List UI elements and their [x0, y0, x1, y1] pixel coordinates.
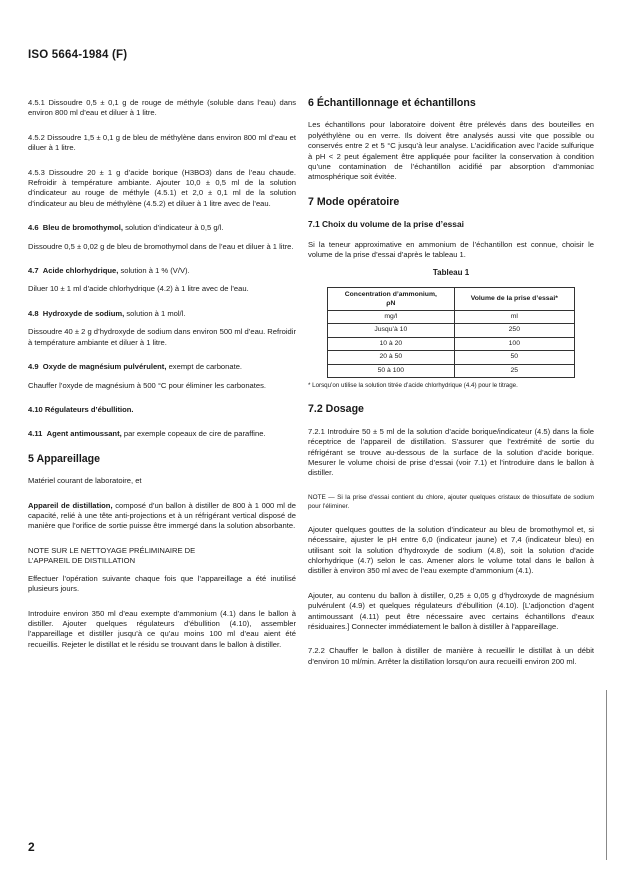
heading-4-9	[28, 362, 296, 372]
heading-7: 7 Mode opératoire	[308, 195, 400, 208]
para-4-5-3: 4.5.3 Dissoudre 20 ± 1 g d’acide borique (H3BO3) dans de l’eau chaude. Refroidir à température ambiante. Ajouter 10,0 ± 0,5 ml de la solution d’indicateur au rouge de méthyle (4.5.1) et 2,0 ± 0,1 ml de la solution d’indicateur au bleu de méthylène (4.5.2) et diluer à 1 litre avec de l’eau.	[28, 167, 296, 208]
heading-4-7-rest: solution à 1 % (V/V).	[120, 266, 190, 276]
right-column	[308, 98, 594, 681]
para-4-9: Chauffer l’oxyde de magnésium à 500 °C pour éliminer les carbonates.	[28, 380, 267, 390]
heading-4-6-title: Bleu de bromothymol,	[42, 223, 123, 233]
table-cell-volume: 25	[454, 364, 574, 377]
document-header: ISO 5664-1984 (F)	[28, 49, 128, 61]
heading-4-7	[28, 266, 296, 276]
cleaning-note-heading-line-2: L’APPAREIL DE DISTILLATION	[28, 555, 136, 565]
left-column	[28, 98, 296, 664]
heading-4-6	[28, 223, 296, 233]
heading-4-7-number: 4.7	[28, 266, 39, 276]
para-cleaning-1: Effectuer l’opération suivante chaque fois que l’appareillage a été inutilisé plusieurs jours.	[28, 573, 296, 594]
para-4-6: Dissoudre 0,5 ± 0,02 g de bleu de bromothymol dans de l’eau et diluer à 1 litre.	[28, 241, 294, 251]
para-7-2-1-b: Ajouter quelques gouttes de la solution d’indicateur au bleu de bromothymol et, si nécessaire, ajuster le pH entre 6,0 (indicateur jaune) et 7,4 (indicateur bleu) en utilisant soit la solution d’hydroxyde de sodium (4.8), soit la solution d’acide chlorhydrique (4.7) selon le cas. Amener alors le volume total dans le ballon à distiller à environ 350 ml avec de l’eau exempte d’ammonium (4.1).	[308, 524, 594, 576]
table-cell-volume: 250	[454, 324, 574, 337]
table-row	[328, 324, 575, 337]
heading-4-11-rest: par exemple copeaux de cire de paraffine.	[123, 429, 266, 439]
table-cell-volume: 100	[454, 337, 574, 350]
heading-4-11-title: Agent antimoussant,	[46, 429, 122, 439]
heading-4-11	[28, 429, 296, 439]
heading-4-8-rest: solution à 1 mol/l.	[126, 308, 186, 318]
para-5: Matériel courant de laboratoire, et	[28, 476, 142, 486]
heading-5: 5 Appareillage	[28, 452, 101, 465]
table-caption: Tableau 1	[432, 268, 470, 278]
para-6: Les échantillons pour laboratoire doivent être prélevés dans des bouteilles en polyéthylène ou en verre. Ils doivent être analysés aussi vite que possible ou conservés entre 2 et 5 °C jusqu’à leur analyse. L’acidification avec l’acide sulfurique à pH < 2 peut également être appliquée pour faciliter la conservation à condition qu’une contamination de l’échantillon acidifié par absorption d’ammoniac atmosphérique soit évitée.	[308, 120, 594, 182]
volume-table	[327, 287, 575, 378]
heading-4-9-rest: exempt de carbonate.	[168, 362, 243, 372]
para-7-2-1: 7.2.1 Introduire 50 ± 5 ml de la solution d’acide borique/indicateur (4.5) dans la fiole réceptrice de l’appareil de distillation. S’assurer que l’extrémité de sortie du réfrigérant se trouve au-dessous de la surface de la solution d’acide borique. Mesurer le volume choisi de prise d’essai (voir 7.1) et l’introduire dans le ballon à distiller.	[308, 426, 594, 478]
page-number: 2	[28, 840, 35, 854]
table-row	[328, 364, 575, 377]
heading-4-11-number: 4.11	[28, 429, 43, 439]
table-cell-concentration: 50 à 100	[328, 364, 455, 377]
heading-4-6-rest: solution d’indicateur à 0,5 g/l.	[125, 223, 224, 233]
para-7-2-1-c: Ajouter, au contenu du ballon à distiller, 0,25 ± 0,05 g d’hydroxyde de magnésium pulvérulent (4.9) et quelques régulateurs d’ébullition (4.10). [L’adjonction d’agent antimoussant (4.11) peut être nécessaire avec certains échantillons d’eaux résiduaires.] Connecter immédiatement le ballon à distiller à l’appareillage.	[308, 590, 594, 631]
table-header-row	[328, 287, 575, 310]
table-header-concentration-line-1: Concentration d’ammonium,	[344, 290, 437, 298]
heading-4-6-number: 4.6	[28, 223, 39, 233]
cleaning-note-heading-line-1: NOTE SUR LE NETTOYAGE PRÉLIMINAIRE DE	[28, 545, 196, 555]
heading-7-1: 7.1 Choix du volume de la prise d’essai	[308, 219, 464, 230]
heading-4-9-number: 4.9	[28, 362, 39, 372]
heading-4-8-title: Hydroxyde de sodium,	[42, 308, 125, 318]
table-cell-concentration: Jusqu’à 10	[328, 324, 455, 337]
para-4-8: Dissoudre 40 ± 2 g d’hydroxyde de sodium dans environ 500 ml d’eau. Refroidir à température ambiante et diluer à 1 litre.	[28, 327, 296, 347]
heading-4-8	[28, 309, 296, 319]
heading-4-7-title: Acide chlorhydrique,	[42, 266, 119, 276]
para-4-5-2: 4.5.2 Dissoudre 1,5 ± 0,1 g de bleu de méthylène dans environ 800 ml d’eau et diluer à 1 litre.	[28, 132, 296, 153]
apparatus-description: composé d’un ballon à distiller de 800 à 1 000 ml de capacité, relié à une tête anti-projections et à un réfrigérant vertical disposé de manière que l’orifice de sortie puisse être immergé dans la solution absorbante.	[28, 500, 296, 531]
para-apparatus	[28, 501, 296, 532]
para-7-1: Si la teneur approximative en ammonium de l’échantillon est connue, choisir le volume de la prise d’essai d’après le tableau 1.	[308, 239, 594, 260]
table-row	[328, 351, 575, 364]
cleaning-note-heading	[28, 546, 296, 566]
table-row	[328, 337, 575, 350]
heading-6: 6 Échantillonnage et échantillons	[308, 97, 476, 109]
heading-7-2: 7.2 Dosage	[308, 403, 364, 416]
table-header-volume: Volume de la prise d’essai*	[454, 287, 574, 310]
heading-4-9-title: Oxyde de magnésium pulvérulent,	[42, 362, 167, 372]
apparatus-title: Appareil de distillation,	[28, 500, 113, 510]
heading-4-8-number: 4.8	[28, 308, 39, 318]
table-header-concentration	[328, 287, 455, 310]
table-unit-row	[328, 310, 575, 323]
para-cleaning-2: Introduire environ 350 ml d’eau exempte d’ammonium (4.1) dans le ballon à distiller. Ajouter quelques régulateurs d’ébullition (4.10), assembler l’appareillage et distiller jusqu’à ce qu’au moins 100 ml d’eau aient été recueillis. Rejeter le distillat et le résidu se trouvant dans le ballon à distiller.	[28, 608, 296, 649]
table-footnote: * Lorsqu’on utilise la solution titrée d’acide chlorhydrique (4.4) pour le titrage.	[308, 381, 518, 389]
para-7-2-2: 7.2.2 Chauffer le ballon à distiller de manière à recueillir le distillat à un débit d’environ 10 ml/min. Arrêter la distillation lorsqu’on aura recueilli environ 200 ml.	[308, 646, 594, 666]
heading-4-10: 4.10 Régulateurs d’ébullition.	[28, 404, 134, 414]
table-cell-concentration: 10 à 20	[328, 337, 455, 350]
table-unit-concentration: mg/l	[328, 310, 455, 323]
table-cell-concentration: 20 à 50	[328, 351, 455, 364]
table-cell-volume: 50	[454, 351, 574, 364]
note-7-2-1: NOTE — Si la prise d’essai contient du chlore, ajouter quelques cristaux de thiosulfate de sodium pour l’éliminer.	[308, 493, 594, 510]
table-unit-volume: ml	[454, 310, 574, 323]
para-4-5-1: 4.5.1 Dissoudre 0,5 ± 0,1 g de rouge de méthyle (soluble dans l’eau) dans environ 800 ml d’eau et diluer à 1 litre.	[28, 98, 296, 118]
table-header-concentration-symbol: ρN	[386, 299, 396, 307]
margin-change-bar	[606, 690, 607, 860]
para-4-7: Diluer 10 ± 1 ml d’acide chlorhydrique (4.2) à 1 litre avec de l’eau.	[28, 284, 249, 294]
